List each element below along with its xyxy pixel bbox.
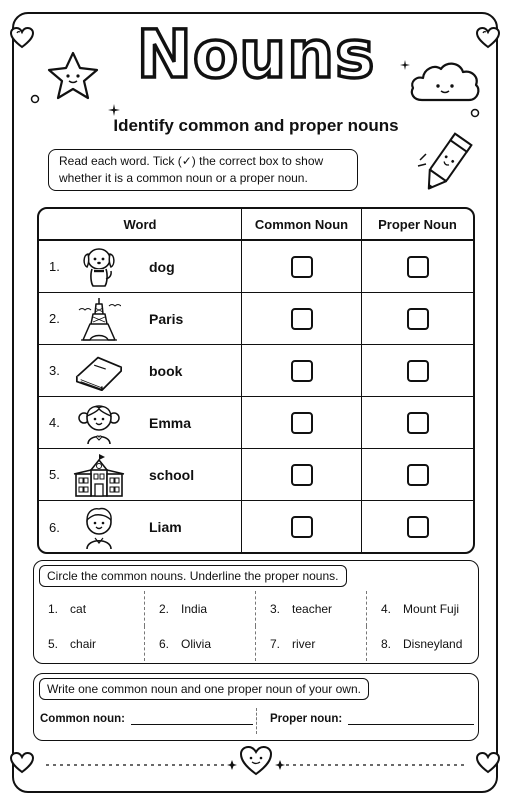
header-word: Word (39, 209, 242, 239)
common-noun-checkbox[interactable] (291, 360, 313, 382)
common-noun-checkbox[interactable] (291, 464, 313, 486)
list-item[interactable]: 2. India (145, 591, 256, 626)
common-noun-answer-line[interactable] (131, 712, 253, 725)
row-number: 6. (49, 519, 60, 535)
girl-icon (73, 400, 125, 446)
decorative-dashed-line (36, 758, 476, 772)
list-item[interactable]: 1. cat (34, 591, 145, 626)
row-number: 4. (49, 415, 60, 430)
page-title: Nouns (136, 16, 376, 93)
row-number: 5. (49, 467, 60, 482)
list-item[interactable]: 6. Olivia (145, 626, 256, 661)
word-label: book (149, 362, 183, 379)
proper-noun-checkbox[interactable] (407, 464, 429, 486)
word-label: Liam (149, 519, 182, 535)
list-item[interactable]: 4. Mount Fuji (381, 601, 460, 616)
proper-noun-checkbox[interactable] (407, 360, 429, 382)
proper-noun-checkbox[interactable] (407, 516, 429, 538)
header-common-noun: Common Noun (242, 209, 362, 239)
common-noun-checkbox[interactable] (291, 308, 313, 330)
small-circle-decoration (30, 94, 40, 104)
circle-section-label: Circle the common nouns. Underline the proper nouns. (39, 565, 347, 587)
table-row (39, 345, 473, 397)
row-number: 1. (49, 259, 60, 274)
word-label: Emma (149, 414, 192, 431)
proper-noun-checkbox[interactable] (407, 256, 429, 278)
header-proper-noun: Proper Noun (378, 216, 457, 232)
write-section-label: Write one common noun and one proper noun of your own. (39, 678, 369, 700)
proper-noun-answer-line[interactable] (348, 712, 474, 725)
sparkle-icon (108, 104, 120, 116)
list-item[interactable]: 5. chair (34, 626, 145, 661)
common-noun-row (40, 712, 253, 725)
boy-icon (73, 504, 125, 550)
row-number: 2. (49, 311, 60, 326)
word-label: Paris (149, 310, 184, 327)
noun-table (37, 207, 475, 554)
table-row (39, 397, 473, 449)
book-icon (73, 348, 125, 394)
dog-icon (73, 244, 125, 290)
common-noun-label: Common noun: (40, 713, 125, 725)
table-header (39, 209, 473, 241)
school-icon (73, 452, 125, 498)
list-item[interactable]: 3. teacher (256, 591, 367, 626)
table-row (39, 293, 473, 345)
list-item[interactable]: 8. Disneyland (381, 636, 463, 651)
table-row (39, 449, 473, 501)
instructions-box: Read each word. Tick (✓) the correct box to show whether it is a common noun or a proper noun. (48, 149, 358, 191)
pencil-character-icon (414, 128, 478, 200)
table-row (39, 241, 473, 293)
row-number: 3. (49, 363, 60, 378)
proper-noun-checkbox[interactable] (407, 412, 429, 434)
heart-icon (10, 752, 34, 774)
proper-noun-checkbox[interactable] (407, 308, 429, 330)
proper-noun-label: Proper noun: (270, 713, 343, 725)
word-label: school (149, 466, 195, 483)
proper-noun-row (270, 712, 474, 725)
table-row (39, 501, 473, 553)
common-noun-checkbox[interactable] (291, 516, 313, 538)
word-list (34, 591, 478, 661)
list-item[interactable]: 7. river (256, 626, 367, 661)
section-divider (256, 708, 257, 734)
heart-icon (476, 752, 500, 774)
word-label: dog (149, 258, 175, 275)
common-noun-checkbox[interactable] (291, 412, 313, 434)
page-subtitle: Identify common and proper nouns (113, 116, 399, 135)
eiffel-tower-icon (73, 296, 125, 342)
circle-underline-section (33, 560, 479, 664)
write-your-own-section (33, 673, 479, 741)
common-noun-checkbox[interactable] (291, 256, 313, 278)
